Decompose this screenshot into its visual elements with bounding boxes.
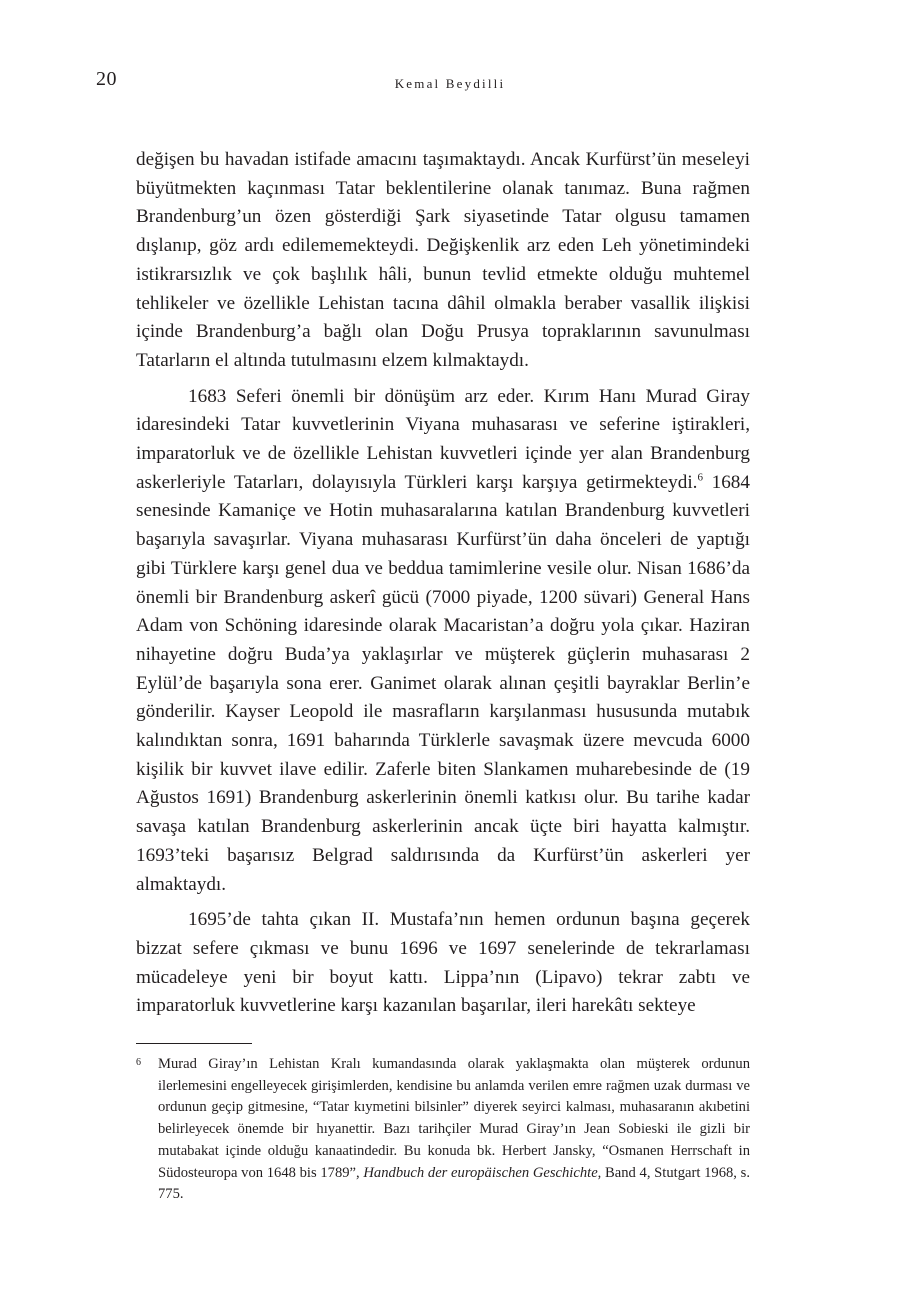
main-text (136, 146, 750, 1021)
footnote-text-main: Murad Giray’ın Lehistan Kralı kumandasında olarak yaklaşmakta olan müşterek ordunun ilerlemesini engelleyecek girişimlerden, kendisine bu anlamda verilen emre rağmen uzak durması ve ordunun geçip gitmesine, “Tatar kıymetini bilsinler” diyerek seyirci kalması, muhasaranın akıbetini belirleyecek önemde bir hıyanettir. Bazı tarihçiler Murad Giray’ın Jean Sobieski ile gizli bir mutabakat içinde olduğu kanaatindedir. Bu konuda bk. Herbert Jansky, “Osmanen Herrschaft in Südosteuropa von 1648 bis 1789”, (158, 1056, 750, 1181)
footnote-divider (136, 1043, 252, 1044)
paragraph-2-text-a: 1683 Seferi önemli bir dönüşüm arz eder. Kırım Hanı Murad Giray idaresindeki Tatar kuvvetlerinin Viyana muhasarası ve seferine iştirakleri, imparatorluk ve de özellikle Lehistan kuvvetleri içinde yer alan Brandenburg askerleriyle Tatarları, dolayısıyla Türkleri karşı karşıya getirmekteydi. (136, 385, 750, 493)
paragraph-2 (136, 383, 750, 900)
paragraph-2-text-b: 1684 senesinde Kamaniçe ve Hotin muhasaralarına katılan Brandenburg kuvvetleri başarıyla savaşırlar. Viyana muhasarası Kurfürst’ün daha önceleri de yaptığı gibi Türklere karşı genel dua ve beddua tamimlerine vesile olur. Nisan 1686’da önemli bir Brandenburg askerî gücü (7000 piyade, 1200 süvari) General Hans Adam von Schöning idaresinde olarak Macaristan’a doğru yola çıkar. Haziran nihayetine doğru Buda’ya yaklaşırlar ve müşterek güçlerin muhasarası 2 Eylül’de başarıyla sona erer. Ganimet olarak alınan çeşitli bayraklar Berlin’e gönderilir. Kayser Leopold ile masrafların karşılanması hususunda mutabık kalındıktan sonra, 1691 baharında Türklerle savaşmak üzere mevcuda 6000 kişilik bir kuvvet ilave edilir. Zaferle biten Slankamen muharebesinde de (19 Ağustos 1691) Brandenburg askerlerinin önemli katkısı olur. Bu tarihe kadar savaşa katılan Brandenburg askerlerinin ancak üçte biri hayatta kalmıştır. 1693’teki başarısız Belgrad saldırısında da Kurfürst’ün askerleri yer almaktaydı. (136, 471, 750, 895)
footnote (136, 1054, 750, 1206)
paragraph-1: değişen bu havadan istifade amacını taşımaktaydı. Ancak Kurfürst’ün meseleyi büyütmekten kaçınması Tatar beklentilerine olanak tanımaz. Buna rağmen Brandenburg’un özen gösterdiği Şark siyasetinde Tatar olgusu tamamen dışlanıp, göz ardı edilememekteydi. Değişkenlik arz eden Leh yönetimindeki istikrarsızlık ve çok başlılık hâli, bunun tevlid etmekte olduğu muhtemel tehlikeler ve özellikle Lehistan tacına dâhil olmakla beraber vasallik ilişkisi içinde Brandenburg’a bağlı olan Doğu Prusya topraklarının savunulması Tatarların el altında tutulmasını elzem kılmaktaydı. (136, 149, 750, 371)
footnote-text-end: , Band 4, Stutgart 1968, s. 775. (158, 1164, 750, 1203)
footnote-reference[interactable]: 6 (697, 471, 703, 484)
paragraph-3: 1695’de tahta çıkan II. Mustafa’nın hemen ordunun başına geçerek bizzat sefere çıkması ve bunu 1696 ve 1697 senelerinde de tekrarlaması mücadeleye yeni bir boyut kattı. Lippa’nın (Lipavo) tekrar zabtı ve imparatorluk kuvvetlerine karşı kazanılan başarılar, ileri harekâtı sekteye (136, 909, 750, 1017)
page-number: 20 (96, 68, 117, 90)
running-head: Kemal Beydilli (394, 76, 506, 91)
footnote-book-title: Handbuch der europäischen Geschichte (363, 1164, 598, 1181)
footnote-text (158, 1054, 750, 1206)
footnote-number: 6 (136, 1057, 141, 1068)
